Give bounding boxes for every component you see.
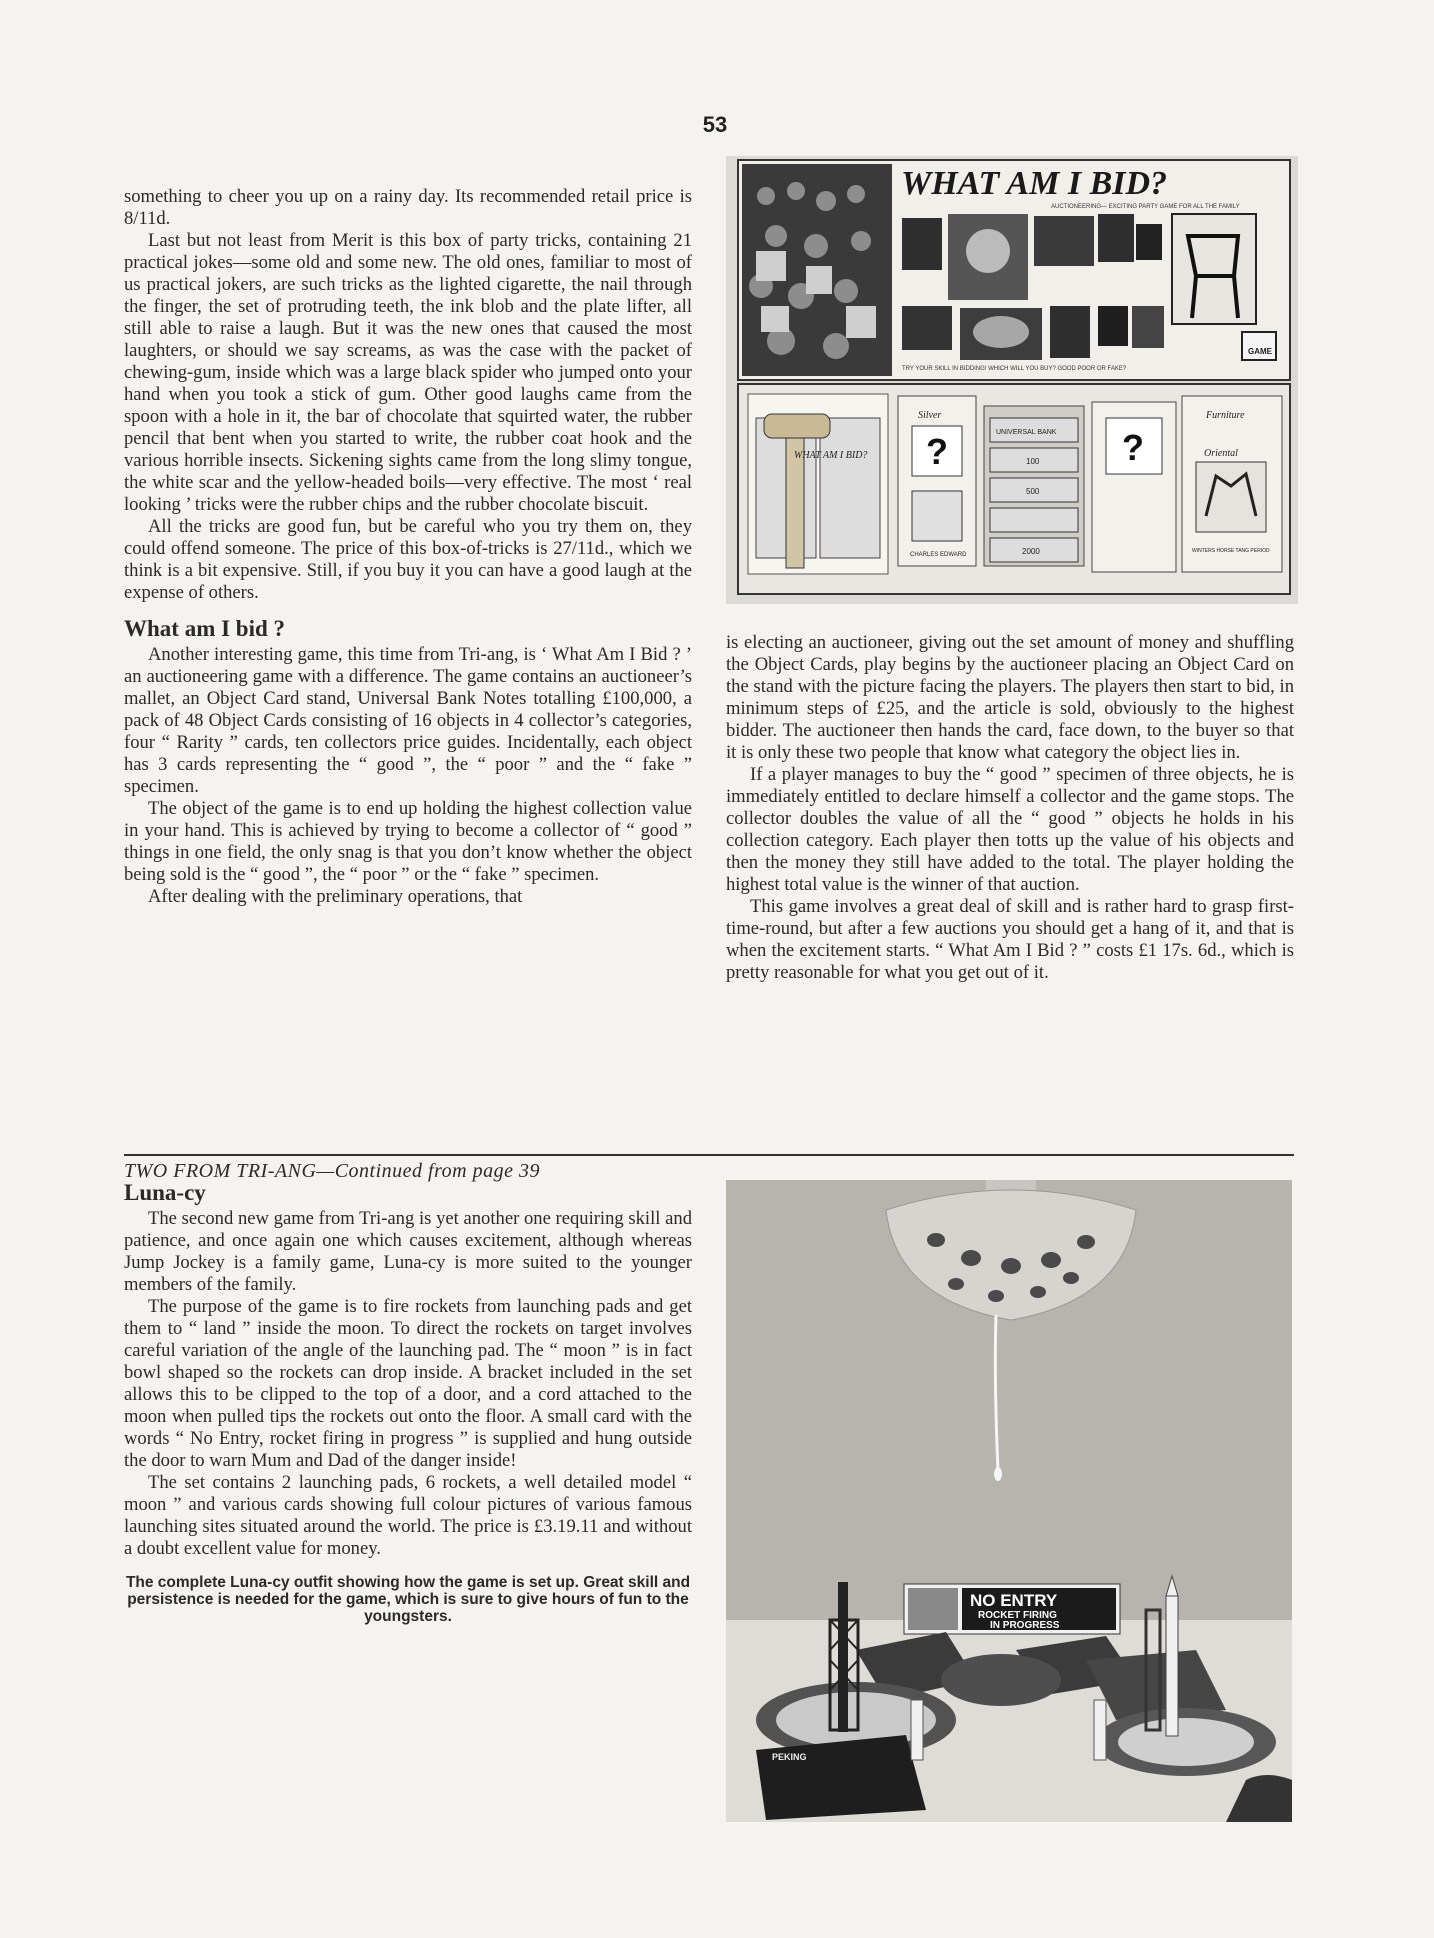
section-divider <box>124 1154 1294 1156</box>
tray-card-label: WHAT AM I BID? <box>794 450 868 461</box>
tray-card-label: Silver <box>918 410 942 421</box>
paragraph: This game involves a great deal of skill and is rather hard to grasp first-time-round, but after a few auctions you should get a hang of it, and that is when the excitement starts. “ What Am I Bid ? ” costs £1 17s. 6d., which is pretty reasonable for what you get out of it. <box>726 896 1294 983</box>
game-box-photo <box>726 156 1298 604</box>
box-brand: GAME <box>1248 347 1272 356</box>
section-heading: Luna-cy <box>124 1180 206 1205</box>
tray-card-label: CHARLES EDWARD <box>910 552 967 558</box>
tray-card-label: 2000 <box>1022 547 1040 556</box>
tray-card-label: Oriental <box>1204 448 1238 459</box>
tray-card-label: 500 <box>1026 487 1040 496</box>
article-right-column <box>726 632 1294 984</box>
luna-cy-photo <box>726 1180 1292 1822</box>
sign-line-2: ROCKET FIRING <box>978 1610 1057 1621</box>
paragraph: The purpose of the game is to fire rockets from launching pads and get them to “ land ” inside the moon. To direct the rockets on target involves careful variation of the angle of the launching pad. The “ moon ” is in fact bowl shaped so the rockets can drop inside. A bracket included in the set allows this to be clipped to the top of a door, and a cord attached to the moon when pulled tips the rockets out onto the floor. A small card with the words “ No Entry, rocket firing in progress ” is supplied and hung outside the door to warn Mum and Dad of the danger inside! <box>124 1296 692 1471</box>
sign-line-3: IN PROGRESS <box>990 1620 1060 1631</box>
paragraph: something to cheer you up on a rainy day. Its recommended retail price is 8/11d. <box>124 186 692 229</box>
tray-card-label: UNIVERSAL BANK <box>996 429 1057 436</box>
svg-text:?: ? <box>1122 427 1144 468</box>
paragraph: The object of the game is to end up holding the highest collection value in your hand. This is achieved by trying to become a collector of “ good ” things in one field, the only snag is that you don’t know whether the object being sold is the “ good ”, the “ poor ” or the “ fake ” specimen. <box>124 798 692 885</box>
paragraph: Another interesting game, this time from Tri-ang, is ‘ What Am I Bid ? ’ an auctioneering game with a difference. The game contains an auctioneer’s mallet, an Object Card stand, Universal Bank Notes totalling £100,000, a pack of 48 Object Cards consisting of 16 objects in 4 collector’s categories, four “ Rarity ” cards, ten collectors price guides. Incidentally, each object has 3 cards representing the “ good ”, the “ poor ” and the “ fake ” specimen. <box>124 644 692 797</box>
paragraph: All the tricks are good fun, but be careful who you try them on, they could offend someone. The price of this box-of-tricks is 27/11d., which we think is a bit expensive. Still, if you buy it you can have a good laugh at the expense of others. <box>124 516 692 603</box>
game-box-illustration <box>726 156 1298 604</box>
svg-text:?: ? <box>926 431 948 472</box>
paragraph: The set contains 2 launching pads, 6 rockets, a well detailed model “ moon ” and various cards showing full colour pictures of various famous launching sites situated around the world. The price is £3.19.11 and without a doubt excellent value for money. <box>124 1472 692 1559</box>
box-strip: TRY YOUR SKILL IN BIDDING! WHICH WILL YOU BUY? GOOD POOR OR FAKE? <box>902 366 1127 372</box>
paragraph: The second new game from Tri-ang is yet another one requiring skill and patience, and once again one which causes excitement, although whereas Jump Jockey is a family game, Luna-cy is more suited to the younger members of the family. <box>124 1208 692 1295</box>
section-heading: What am I bid ? <box>124 616 286 641</box>
tray-card-label: 100 <box>1026 457 1040 466</box>
page-number: 53 <box>702 112 728 137</box>
photo-caption: The complete Luna-cy outfit showing how the game is set up. Great skill and persistence is needed for the game, which is sure to give hours of fun to the youngsters. <box>125 1574 691 1625</box>
paragraph: Last but not least from Merit is this box of party tricks, containing 21 practical jokes—some old and some new. The old ones, familiar to most of us practical jokers, are such tricks as the lighted cigarette, the nail through the finger, the set of protruding teeth, the ink blob and the plate lifter, all still able to raise a laugh. But it was the new ones that caused the most laughters, or should we say screams, as was the case with the packet of chewing-gum, inside which was a large black spider who jumped onto your hand when you took a stick of gum. Other good laughs came from the spoon with a hole in it, the bar of chocolate that squirted water, the rubber pencil that bent when you started to write, the rubber coat hook and the various horrible insects. Sickening sights came from the long slimy tongue, the white scar and the yellow-headed boils—very effective. The most ‘ real looking ’ tricks were the rubber chips and the rubber chocolate biscuit. <box>124 230 692 515</box>
box-title: WHAT AM I BID? <box>901 165 1168 202</box>
tray-card-label: WINTERS HORSE TANG PERIOD <box>1192 548 1270 554</box>
paragraph: If a player manages to buy the “ good ” specimen of three objects, he is immediately entitled to declare himself a collector and the game stops. The collector doubles the value of all the “ good ” objects he holds in his collection category. Each player then totts up the value of his objects and then the money they still have added to the total. The player holding the highest total value is the winner of that auction. <box>726 764 1294 895</box>
sign-line-1: NO ENTRY <box>970 1591 1058 1610</box>
box-subtitle: AUCTIONEERING— EXCITING PARTY GAME FOR ALL THE FAMILY <box>1051 204 1240 210</box>
paragraph: After dealing with the preliminary operations, that <box>148 886 523 907</box>
launch-card-label: PEKING <box>772 1752 807 1762</box>
continued-line: TWO FROM TRI-ANG—Continued from page 39 <box>124 1160 540 1182</box>
luna-cy-illustration <box>726 1180 1292 1822</box>
luna-cy-article <box>124 1160 692 1625</box>
paragraph: is electing an auctioneer, giving out the set amount of money and shuffling the Object Cards, play begins by the auctioneer placing an Object Card on the stand with the picture facing the players. The players then start to bid, in minimum steps of £25, and the article is sold, obviously to the highest bidder. The auctioneer then hands the card, face down, to the buyer so that it is only these two people that know what category the object lies in. <box>726 632 1294 763</box>
tray-card-label: Furniture <box>1206 410 1245 421</box>
article-left-column <box>124 186 692 908</box>
